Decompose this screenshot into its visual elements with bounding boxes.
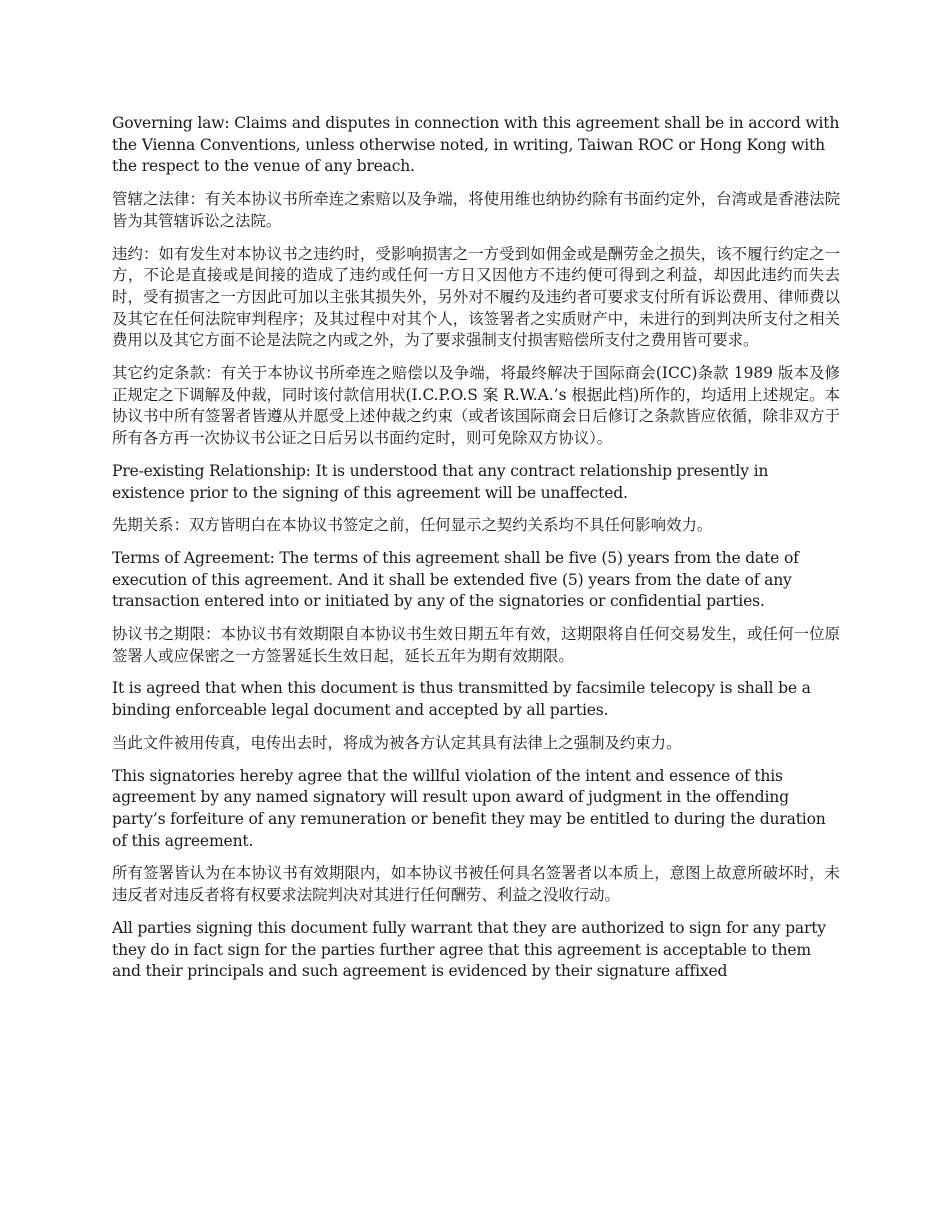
document-page <box>112 113 840 994</box>
paragraph-terms-en: Terms of Agreement: The terms of this agreement shall be five (5) years from the date of execution of this agreement. And it shall be extended five (5) years from the date of any transaction entered into or initiated by any of the signatories or confidential parties. <box>112 548 799 611</box>
paragraph-pre-existing-en: Pre-existing Relationship: It is understood that any contract relationship presently in existence prior to the signing of this agreement will be unaffected. <box>112 461 769 502</box>
paragraph-governing-law-en: Governing law: Claims and disputes in connection with this agreement shall be in accord with the Vienna Conventions, unless otherwise noted, in writing, Taiwan ROC or Hong Kong with the respect to the venue of any breach. <box>112 114 840 176</box>
paragraph-other-terms-zh: 其它约定条款：有关于本协议书所牵连之赔偿以及争端，将最终解决于国际商会(ICC)条款 1989 版本及修正规定之下调解及仲裁，同时该付款信用状(I.C.P.O.S 案 R.W.A.’s 根据此档)所作的，均适用上述规定。本协议书中所有签署者皆遵从并愿受上述仲裁之约束（或者该国际商会日后修订之条款皆应依循，除非双方于所有各方再一次协议书公证之日后另以书面约定时，则可免除双方协议）。 <box>112 364 840 448</box>
paragraph-terms-zh: 协议书之期限：本协议书有效期限自本协议书生效日期五年有效，这期限将自任何交易发生，或任何一位原签署人或应保密之一方签署延长生效日起，延长五年为期有效期限。 <box>112 625 840 665</box>
paragraph-violation-zh: 所有签署皆认为在本协议书有效期限内，如本协议书被任何具名签署者以本质上，意图上故意所破坏时，未违反者对违反者将有权要求法院判决对其进行任何酬劳、利益之没收行动。 <box>112 864 840 905</box>
paragraph-facsimile-zh: 当此文件被用传真，电传出去时，将成为被各方认定其具有法律上之强制及约束力。 <box>112 733 682 752</box>
paragraph-pre-existing-zh: 先期关系：双方皆明白在本协议书签定之前，任何显示之契约关系均不具任何影响效力。 <box>112 516 713 535</box>
paragraph-breach-zh: 违约：如有发生对本协议书之违约时，受影响损害之一方受到如佣金或是酬劳金之损失，该不履行约定之一方，不论是直接或是间接的造成了违约或任何一方日又因他方不违约便可得到之利益，却因此违约而失去时，受有损害之一方因此可加以主张其损失外，另外对不履约及违约者可要求支付所有诉讼费用、律师费以及其它在任何法院审判程序；及其过程中对其个人，该签署者之实质财产中，未进行的到判决所支付之相关费用以及其它方面不论是法院之内或之外，为了要求强制支付损害赔偿所支付之费用皆可要求。 <box>112 244 840 350</box>
paragraph-governing-law-zh: 管辖之法律：有关本协议书所牵连之索赔以及争端，将使用维也纳协约除有书面约定外，台湾或是香港法院皆为其管辖诉讼之法院。 <box>112 190 840 230</box>
paragraph-facsimile-en: It is agreed that when this document is thus transmitted by facsimile telecopy is shall be a binding enforceable legal document and accepted by all parties. <box>112 679 811 720</box>
paragraph-violation-en: This signatories hereby agree that the willful violation of the intent and essence of this agreement by any named signatory will result upon award of judgment in the offending party’s forfeiture of any remuneration or benefit they may be entitled to during the duration of this agreement. <box>112 766 826 850</box>
paragraph-authorization-en: All parties signing this document fully warrant that they are authorized to sign for any party they do in fact sign for the parties further agree that this agreement is acceptable to them and their principals and such agreement is evidenced by their signature affixed <box>112 918 826 981</box>
